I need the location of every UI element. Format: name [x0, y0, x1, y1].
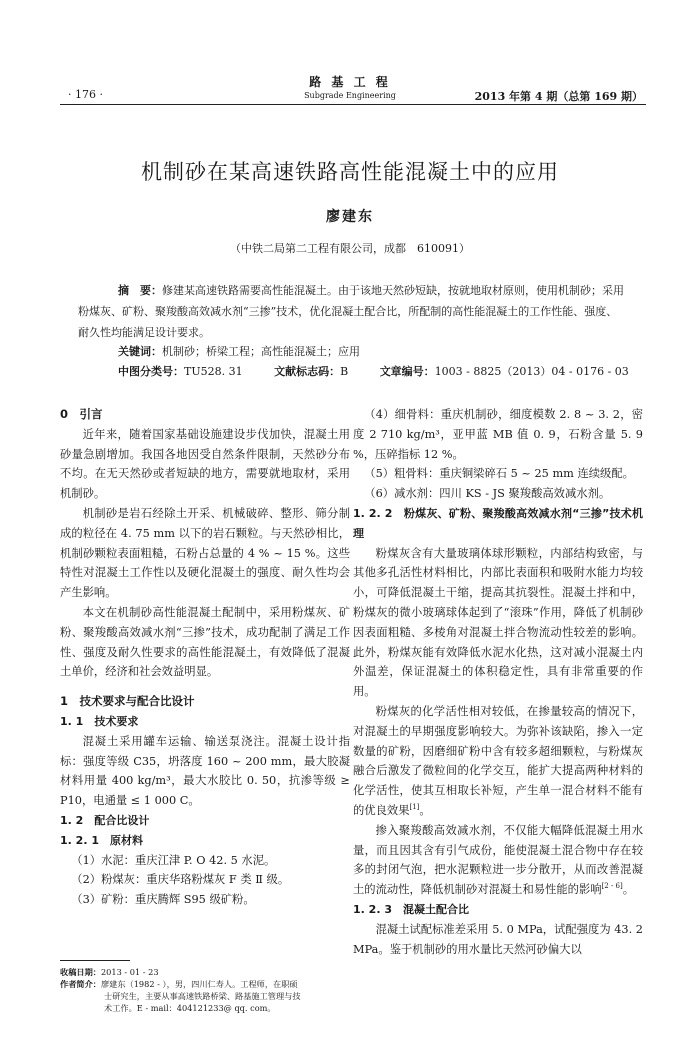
author-bio-line: 士研究生，主要从事高速铁路桥梁、路基施工管理与技 — [104, 991, 301, 1001]
subsection-heading: 1. 2. 3 混凝土配合比 — [353, 902, 469, 916]
subsection-heading: 1. 2 配合比设计 — [60, 813, 150, 827]
author-affiliation: （中铁二局第二工程有限公司，成都 610091） — [230, 242, 470, 255]
right-column — [353, 405, 643, 959]
paragraph: 机制砂是岩石经除土开采、机械破碎、整形、筛分制成的粒径在 4. 75 mm 以下的岩石颗粒。与天然砂相比，机制砂颗粒表面粗糙，石粉占总量的 4 % ~ 15 %。这些特性对混凝土工作性以及硬化混凝土的强度、耐久性均会产生影响。 — [60, 506, 350, 600]
author-bio-line: 廖建东（1982 - ），男，四川仁寿人。工程师，在职硕 — [100, 979, 298, 989]
author-bio-label: 作者简介： — [60, 979, 101, 989]
list-item: （5）粗骨料：重庆铜梁碎石 5 ~ 25 mm 连续级配。 — [364, 467, 634, 481]
keywords — [118, 343, 360, 359]
page-number: · 176 · — [68, 88, 103, 101]
subsection-heading: 1. 2. 2 粉煤灰、矿粉、聚羧酸高效减水剂“三掺”技术机理 — [353, 506, 643, 540]
author-bio-line: 术工作。E - mail：404121233@ qq. com。 — [104, 1003, 276, 1013]
journal-name-en: Subgrade Engineering — [304, 91, 396, 100]
paragraph: 粉煤灰的化学活性相对较低，在掺量较高的情况下，对混凝土的早期强度影响较大。为弥补该缺陷，掺入一定数量的矿粉，因磨细矿粉中含有较多超细颗粒，与粉煤灰融合后激发了微粒间的化学交互，能扩大提高两种材料的化学活性，使其互相取长补短，产生单一混合材料不能有的优良效果[1]。 — [353, 704, 643, 817]
paragraph: 掺入聚羧酸高效减水剂，不仅能大幅降低混凝土用水量，而且因其含有引气成份，能使混凝土混合物中存在较多的封闭气泡，把水泥颗粒进一步分散开，从而改善混凝土的流动性，降低机制砂对混凝土和易性能的影响[2 - 6]。 — [353, 823, 643, 897]
paragraph: 近年来，随着国家基础设施建设步伐加快，混凝土用砂量急剧增加。我国各地因受自然条件限制，天然砂分布不均。在无天然砂或者短缺的地方，需要就地取材，采用机制砂。 — [60, 427, 350, 501]
classification-line — [118, 363, 657, 379]
list-item: （2）粉煤灰：重庆华珞粉煤灰 F 类 Ⅱ 级。 — [71, 873, 290, 887]
citation: [2 - 6] — [601, 882, 623, 891]
received-label: 收稿日期： — [60, 967, 101, 977]
article-author: 廖建东 — [326, 209, 374, 225]
abstract-label: 摘 要： — [118, 284, 162, 297]
left-column — [60, 405, 350, 910]
paragraph: 混凝土采用罐车运输、输送泵浇注。混凝土设计指标：强度等级 C35，坍落度 160 ~ 200 mm，最大胶凝材料用量 400 kg/m³，最大水胶比 0. 50，抗渗等级 ≥ P10，电通量 ≤ 1 000 C。 — [60, 734, 350, 808]
abstract — [78, 280, 626, 343]
keywords-text: 机制砂；桥梁工程；高性能混凝土；应用 — [162, 345, 360, 358]
keywords-label: 关键词： — [118, 345, 162, 358]
issue-info: 2013 年第 4 期（总第 169 期） — [474, 90, 643, 103]
abstract-text: 修建某高速铁路需要高性能混凝土。由于该地天然砂短缺，按就地取材原则，使用机制砂；采用粉煤灰、矿粉、聚羧酸高效减水剂“三掺”技术，优化混凝土配合比，所配制的高性能混凝土的工作性能、强度、耐久性均能满足设计要求。 — [78, 284, 624, 339]
footnote — [60, 966, 350, 1014]
class-label: 中图分类号： — [118, 365, 184, 378]
subsection-heading: 1. 2. 1 原材料 — [60, 833, 143, 847]
class-value: TU528. 31 — [184, 365, 243, 378]
list-item: （6）减水剂：四川 KS - JS 聚羧酸高效减水剂。 — [364, 487, 611, 501]
article-title: 机制砂在某高速铁路高性能混凝土中的应用 — [141, 160, 559, 184]
received-date: 2013 - 01 - 23 — [100, 967, 159, 977]
subsection-heading: 1. 1 技术要求 — [60, 714, 139, 728]
list-item: （3）矿粉：重庆腾辉 S95 级矿粉。 — [71, 893, 255, 907]
doccode-label: 文献标志码： — [274, 365, 341, 378]
list-item: （4）细骨料：重庆机制砂，细度模数 2. 8 ~ 3. 2，密度 2 710 kg/m³，亚甲蓝 MB 值 0. 9，石粉含量 5. 9 %，压碎指标 12 %。 — [353, 408, 643, 461]
doccode-value: B — [340, 365, 349, 378]
citation: [1] — [409, 803, 420, 812]
articleno-label: 文章编号： — [379, 365, 435, 378]
footnote-rule — [60, 960, 130, 961]
journal-name-cn: 路 基 工 程 — [309, 75, 391, 89]
list-item: （1）水泥：重庆江津 P. O 42. 5 水泥。 — [71, 853, 276, 867]
section-heading: 1 技术要求与配合比设计 — [60, 694, 195, 709]
paragraph: 粉煤灰含有大量玻璃体球形颗粒，内部结构致密，与其他多孔活性材料相比，内部比表面积和吸附水能力均较小，可降低混凝土干缩，提高其抗裂性。混凝土拌和中，粉煤灰的微小玻璃球体起到了“滚珠”作用，降低了机制砂因表面粗糙、多棱角对混凝土拌合物流动性较差的影响。此外，粉煤灰能有效降低水泥水化热，这对减小混凝土内外温差，保证混凝土的体积稳定性，具有非常重要的作用。 — [353, 546, 643, 699]
paragraph: 本文在机制砂高性能混凝土配制中，采用粉煤灰、矿粉、聚羧酸高效减水剂“三掺”技术，成功配制了满足工作性、强度及耐久性要求的高性能混凝土，有效降低了混凝土单价，经济和社会效益明显。 — [60, 605, 350, 679]
paragraph: 混凝土试配标准差采用 5. 0 MPa，试配强度为 43. 2 MPa。鉴于机制砂的用水量比天然河砂偏大以 — [353, 922, 643, 956]
header-rule — [60, 104, 646, 105]
section-heading: 0 引言 — [60, 407, 103, 421]
articleno-value: 1003 - 8825（2013）04 - 0176 - 03 — [434, 365, 629, 378]
